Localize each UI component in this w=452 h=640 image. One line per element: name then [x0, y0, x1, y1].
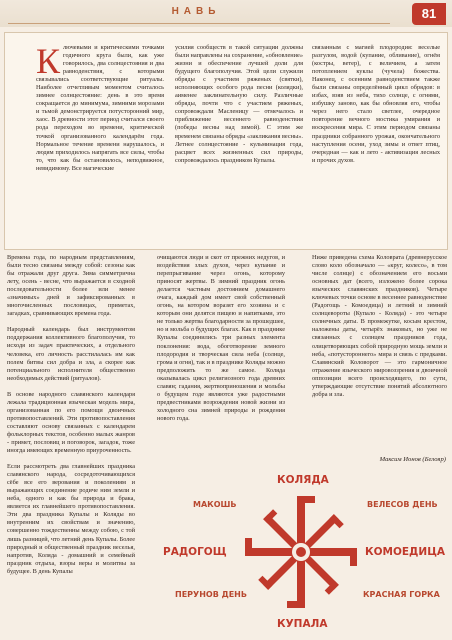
- kolovrat-hook: [297, 496, 315, 503]
- body-paragraph: Ниже приведена схема Коловрата (древнерусское слово коло обозначало — «круг, колесо», в том числе солнце) с обозначением его восьми основных дат (всего, изложено более сорока языческих славянских праздников). Четыре ключевых точки основе в весеннее равноденствие (Радогощь - Комоедица) и летний и зимний солнцевороты (Купало - Коляда) - это четыре солнечных даты. В промежутке, косым крестом, наложены даты, четырёх знаковых, но уже не связанных с солнцем праздников года, олицетворяющих собой природную мощь земли и неба, «потустороннего» мира и связь с предками. Славянский Коловорот — это гармоничное отражение языческого мировоззрения и двоичной оппозиции всего происходящего, по сути, утверждающие отсутствие понятий абсолютного добра и зла.: [312, 254, 447, 398]
- intro-text-1: лючевыми и критическими точками годичного круга были, как уже говорилось, два солнцестояния и два равноденствия, с которыми связывались соответствующие ритуалы. Наиболее отчетливым моментом считалось зимнее солнцестояние: день в это время сокращается до минимума, зимними морозами и тьмой демонстрируется потусторонний мир, хаос. В древности этот период считался своего рода переходом во времени, критической точкой организованного календарём года. Нормальное течение времени нарушалось, и людям приходилось напрягать все силы, чтобы то, что как бы остановилось, неподвижное, невидимому. Все магические: [36, 44, 164, 172]
- body-paragraph: очищаются люди и скот от прежних недугов, и воздействия злых духов, через купание и перепрыгивание через огонь, которому приносят жертвы. В зимний праздник огонь делается частным достоянием домашнего очага, каждый дом имеет свой собственный огонь, на котором воразят его хозяина и с которым они делятся пищею и напитками, это не только жертва благодарности за прошедшее, но и мольба о будущих благах. Как в празднике Купалы соединились три разных элемента поклонения: вода, обоготворение земного плодородия и творческая сила неба (солнце, грома и огня), так и в празднике Коляды можно предположить то же самое. Коляда оказывалась цикл религиозного года древних славян; гадания, жертвоприношения и мольбы о будущем годе являются уже радостными предвестниками возрождения новой жизни из холодного сна зимней природы и рождения нового года.: [157, 254, 285, 422]
- kolovrat-hook: [287, 601, 305, 608]
- body-paragraph: В основе народного славянского календаря лежала традиционная языческая модель мира, организованная по его помощи двоичных противопоставлений. Эти противопоставления составляют основу связанных с календарем фольклорных текстов, особенно малых жанров - примет, пословиц и поговорок, загадок, тоже иногда имеющих временную приуроченность.: [7, 390, 135, 455]
- body-column-3: [312, 254, 447, 440]
- body-column-2: [157, 254, 285, 464]
- label-velesov-den: ВЕЛЕСОВ ДЕНЬ: [367, 500, 438, 509]
- body-paragraph: Народный календарь был инструментом поддержания коллективного благополучия, то исходя из задач практических, а отдельного человека, его личность расстилалась им как полем битвы сил добра и зла, а скорее как потенциального исполнителя общественно необходимых действий (ритуалов).: [7, 326, 135, 382]
- intro-text-3: связанным с магией плодородия: веселые разгулом, водой (купание, обливание), огнём (костры, ветер), с величием, а затем потоплением куклы (чучела) божества. Наконец, с осенним равноденствием также были связаны определённый цикл обрядов: в избах, взяв из неба, тихо солнце, с огнями, избушку заново, как бы обновляя его, чтобы через него стало светлее, очередное повторение вечного мостика умирания и воскресения мира. С этим периодом связаны праздники собранного урожая, окончательного наступления осени, уход зимы и ответ птиц, очередная — как и лето - активизация лесных и прочих духов.: [312, 44, 440, 164]
- section-title: НАВЬ: [171, 6, 221, 17]
- page-header: [0, 0, 452, 27]
- kolovrat-hook: [350, 548, 357, 566]
- body-column-1: [7, 254, 135, 636]
- page-number: 81: [412, 3, 446, 25]
- intro-text-2: усилия сообществ в такой ситуации должны были направлены на сохранение, «обновление» жизни и обеспечение лучшей доли для будущего благополучия. Этой цели служили обряды с участием ряженых (святки), исполняющих особого рода песни (колядки), аименее заклинательную силу. Различные обряды, почти что с участием ряженых, сопровождали Масленицу — отмечалось и приближение весеннего равноденствия (победы весны над зимой). С этим же временем связаны обряды «закликания весны». Летнее солнцестояние - кульминация года, расцвет всех жизненных сил природы, сопровождалось праздником Купалы.: [175, 44, 303, 164]
- kolovrat-diagram: [155, 466, 448, 636]
- label-kupala: КУПАЛА: [277, 618, 328, 630]
- body-paragraph: Если рассмотреть два главнейших праздника славянского народа, сосредоточивающихся сёбе все его верования и поколениям и выражающих соединение родиче ним земли и неба, одного и как бы природа и брака, является их главнейшего противопоставления. Эти два праздника Купалы и Коляды во внутренним их свойствам и значению, совершенно тождественны между собою, с той лишь разницей, что летний день Купалы. Более природный и общественный праздник веселья, напротив, Коляда - домашний и семейный праздник отдыха, взоры веры и молитвы за будущее. В день Купалы: [7, 463, 135, 575]
- label-krasnaya-gorka: КРАСНАЯ ГОРКА: [363, 590, 440, 599]
- label-makosh: МАКОШЬ: [193, 500, 237, 509]
- kolovrat-hook: [245, 538, 252, 556]
- label-kolyada: КОЛЯДА: [277, 474, 329, 486]
- intro-column-2: [175, 44, 303, 244]
- label-perunov-den: ПЕРУНОВ ДЕНЬ: [175, 590, 247, 599]
- kolovrat-center: [296, 547, 306, 557]
- kolovrat-icon: [230, 481, 371, 622]
- label-radogoshch: РАДОГОЩ: [163, 546, 227, 558]
- intro-column-3: [312, 44, 440, 194]
- body-paragraph: Времена года, по народным представлениям, были тесно связаны между собой: сезоны как бы отражали друг друга. Зима симметрична лету, осень - весне, что выражается в сходной последовательности более или менее «значимых» дней и зафиксированных в многочисленных пословицах, приметах, загадках, сравнивающих времена года.: [7, 254, 135, 318]
- header-divider: [8, 23, 390, 24]
- author-signature: Максим Ионов (Белояр): [379, 456, 446, 463]
- intro-column-1: [36, 44, 164, 244]
- label-komoeditsa: КОМОЕДИЦА: [365, 546, 446, 558]
- drop-cap: К: [36, 44, 61, 81]
